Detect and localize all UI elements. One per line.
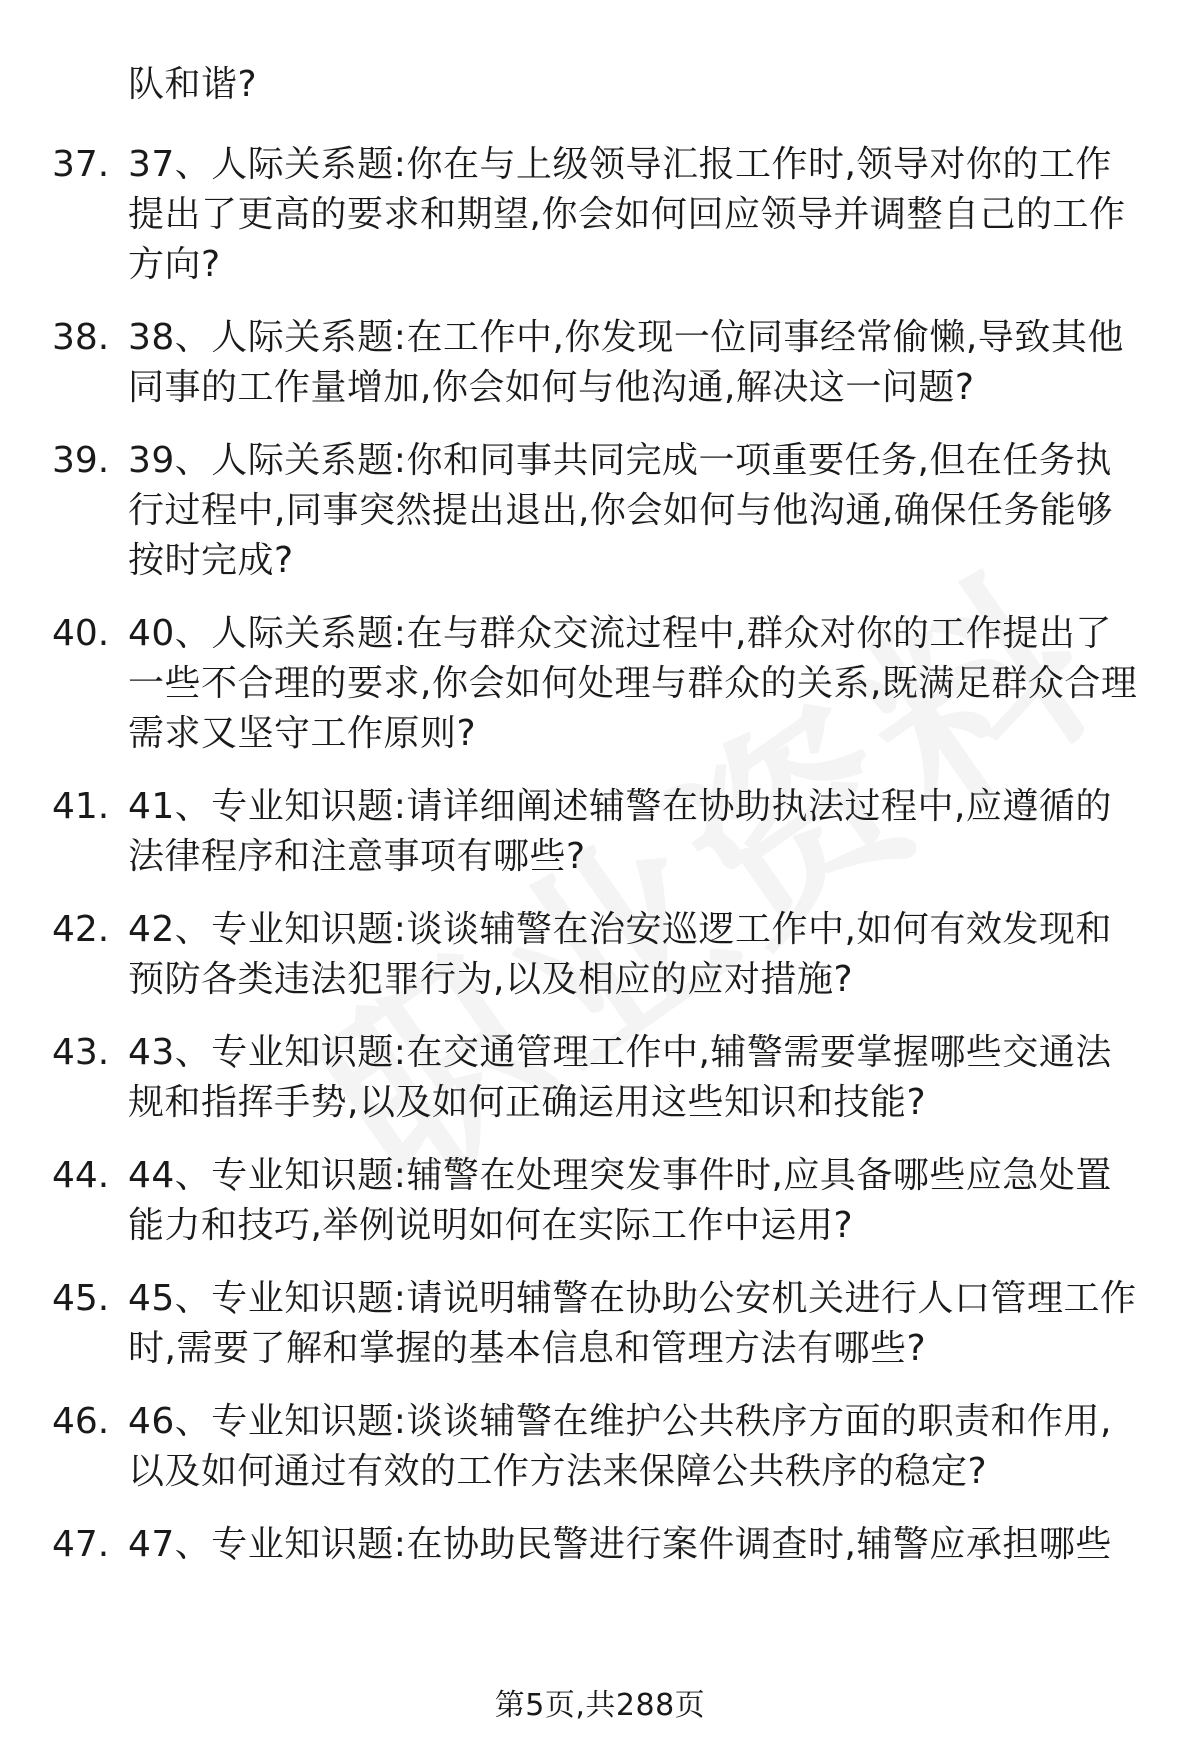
continuation-text: 队和谐? (128, 64, 258, 105)
question-number: 40. (52, 613, 110, 654)
list-item (0, 609, 1200, 759)
list-item (0, 1028, 1200, 1128)
list-item (0, 1520, 1200, 1570)
question-number: 41. (52, 786, 110, 827)
page-footer: 第5页,共288页 (494, 1688, 706, 1723)
question-text: 42、专业知识题:谈谈辅警在治安巡逻工作中,如何有效发现和预防各类违法犯罪行为,以及相应的应对措施? (128, 909, 1112, 1000)
question-text: 47、专业知识题:在协助民警进行案件调查时,辅警应承担哪些 (128, 1524, 1112, 1565)
question-text: 38、人际关系题:在工作中,你发现一位同事经常偷懒,导致其他同事的工作量增加,你会如何与他沟通,解决这一问题? (128, 317, 1124, 408)
list-item (0, 436, 1200, 586)
list-item (0, 782, 1200, 882)
question-number: 47. (52, 1524, 110, 1565)
question-number: 45. (52, 1278, 110, 1319)
list-item (0, 313, 1200, 413)
list-item (0, 1151, 1200, 1251)
question-text: 43、专业知识题:在交通管理工作中,辅警需要掌握哪些交通法规和指挥手势,以及如何正确运用这些知识和技能? (128, 1032, 1112, 1123)
list-item (0, 1397, 1200, 1497)
question-text: 39、人际关系题:你和同事共同完成一项重要任务,但在任务执行过程中,同事突然提出退出,你会如何与他沟通,确保任务能够按时完成? (128, 440, 1113, 581)
question-text: 41、专业知识题:请详细阐述辅警在协助执法过程中,应遵循的法律程序和注意事项有哪些? (128, 786, 1112, 877)
question-number: 42. (52, 909, 110, 950)
question-text: 44、专业知识题:辅警在处理突发事件时,应具备哪些应急处置能力和技巧,举例说明如何在实际工作中运用? (128, 1155, 1112, 1246)
question-list (0, 140, 1200, 1593)
list-item (0, 1274, 1200, 1374)
question-number: 37. (52, 144, 110, 185)
question-text: 45、专业知识题:请说明辅警在协助公安机关进行人口管理工作时,需要了解和掌握的基本信息和管理方法有哪些? (128, 1278, 1137, 1369)
question-number: 44. (52, 1155, 110, 1196)
list-item (0, 905, 1200, 1005)
question-number: 38. (52, 317, 110, 358)
question-number: 39. (52, 440, 110, 481)
list-item (0, 140, 1200, 290)
question-text: 40、人际关系题:在与群众交流过程中,群众对你的工作提出了一些不合理的要求,你会如何处理与群众的关系,既满足群众合理需求又坚守工作原则? (128, 613, 1138, 754)
question-text: 46、专业知识题:谈谈辅警在维护公共秩序方面的职责和作用,以及如何通过有效的工作方法来保障公共秩序的稳定? (128, 1401, 1112, 1492)
question-number: 46. (52, 1401, 110, 1442)
question-text: 37、人际关系题:你在与上级领导汇报工作时,领导对你的工作提出了更高的要求和期望,你会如何回应领导并调整自己的工作方向? (128, 144, 1126, 285)
question-number: 43. (52, 1032, 110, 1073)
